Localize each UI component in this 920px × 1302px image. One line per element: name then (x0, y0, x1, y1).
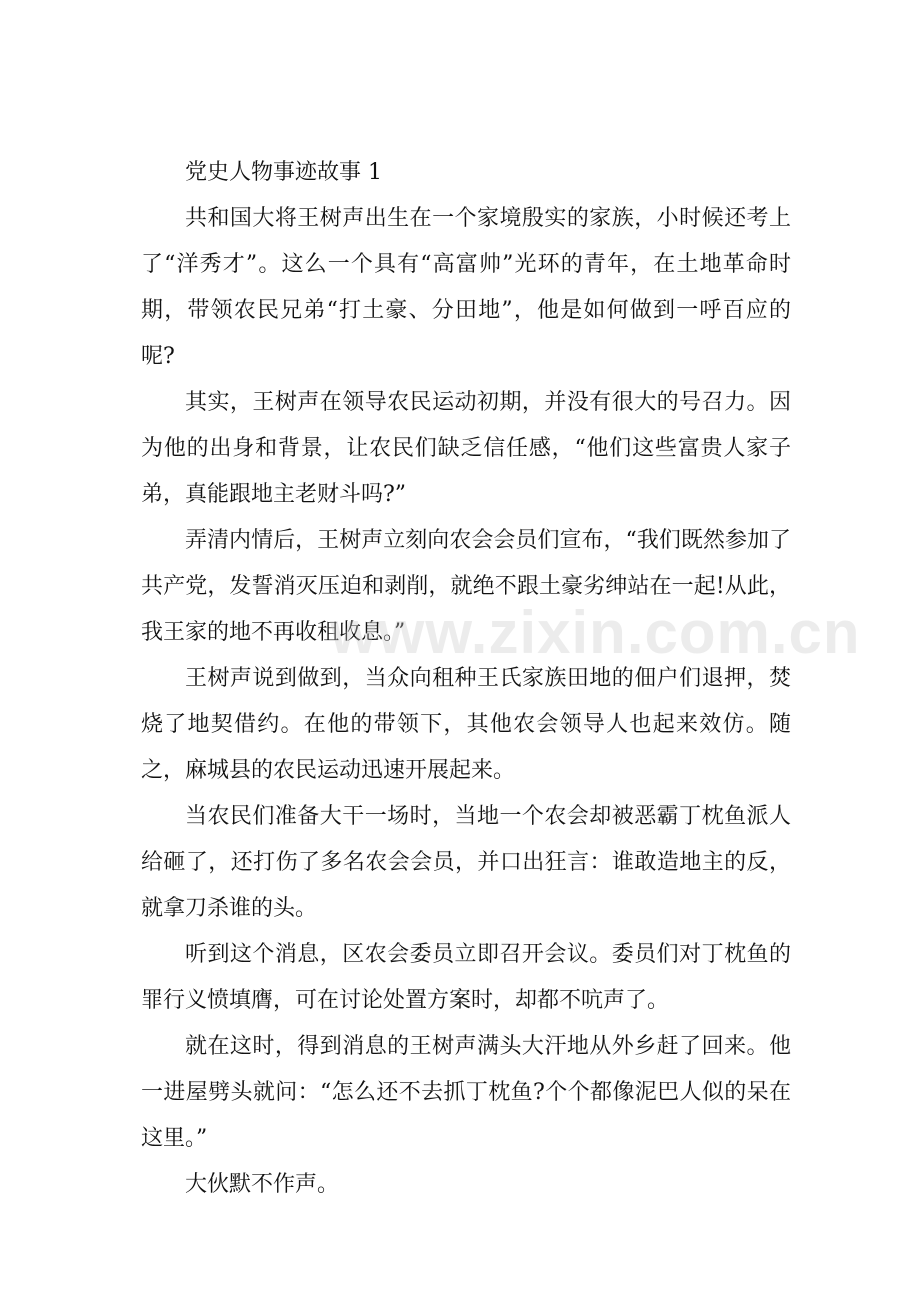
paragraph-4: 王树声说到做到，当众向租种王氏家族田地的佃户们退押，焚烧了地契借约。在他的带领下，其他农会领导人也起来效仿。随之，麻城县的农民运动迅速开展起来。 (141, 666, 791, 783)
paragraph-7: 就在这时，得到消息的王树声满头大汗地从外乡赶了回来。他一进屋劈头就问：“怎么还不去抓丁枕鱼?个个都像泥巴人似的呆在这里。” (141, 1034, 791, 1151)
paragraph-6: 听到这个消息，区农会委员立即召开会议。委员们对丁枕鱼的罪行义愤填膺，可在讨论处置方案时，却都不吭声了。 (141, 942, 791, 1013)
paragraph-2: 其实，王树声在领导农民运动初期，并没有很大的号召力。因为他的出身和背景，让农民们缺乏信任感，“他们这些富贵人家子弟，真能跟地主老财斗吗?” (141, 390, 791, 507)
document-body (141, 150, 791, 1208)
paragraph-1: 共和国大将王树声出生在一个家境殷实的家族，小时候还考上了“洋秀才”。这么一个具有“高富帅”光环的青年，在土地革命时期，带领农民兄弟“打土豪、分田地”，他是如何做到一呼百应的呢? (141, 206, 791, 369)
watermark: www.zixin.com.cn (330, 599, 861, 666)
document-title: 党史人物事迹故事 1 (185, 160, 382, 185)
paragraph-5: 当农民们准备大干一场时，当地一个农会却被恶霸丁枕鱼派人给砸了，还打伤了多名农会会员，并口出狂言：谁敢造地主的反，就拿刀杀谁的头。 (141, 804, 791, 921)
paragraph-3: 弄清内情后，王树声立刻向农会会员们宣布，“我们既然参加了共产党，发誓消灭压迫和剥削，就绝不跟土豪劣绅站在一起!从此，我王家的地不再收租收息。” (141, 528, 791, 645)
paragraph-8: 大伙默不作声。 (185, 1172, 340, 1197)
